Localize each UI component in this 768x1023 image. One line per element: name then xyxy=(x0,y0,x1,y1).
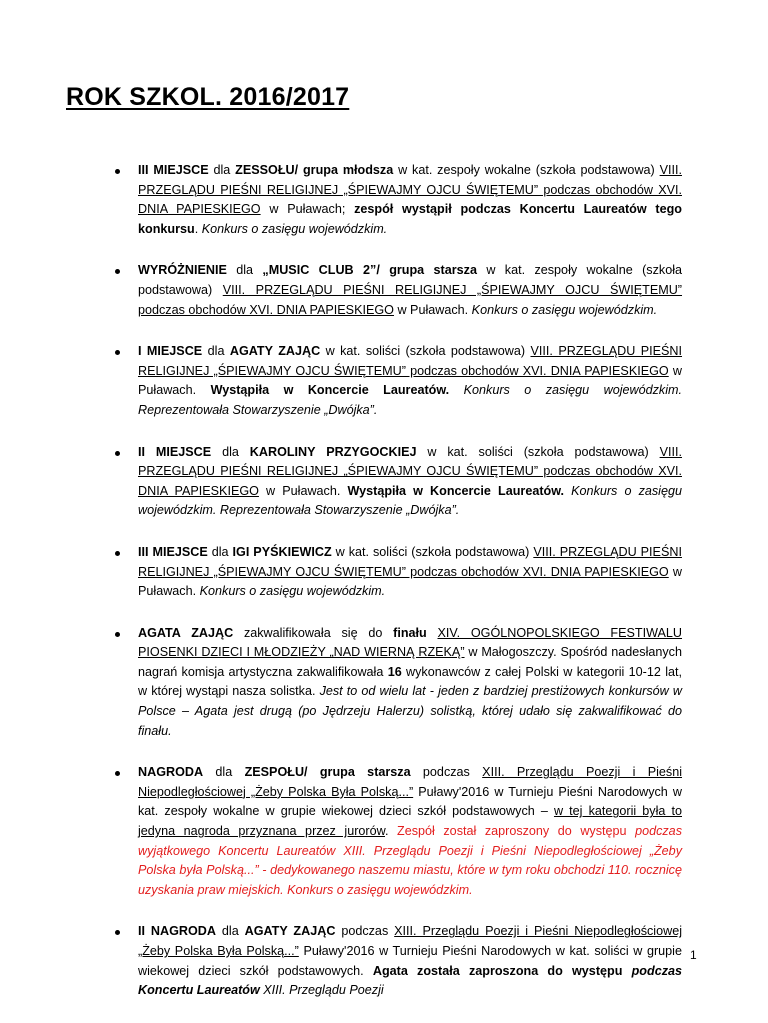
text-segment: wykonawców z całej Polski w kategorii 10-12 lat, w której wystąpi nasza solistka. xyxy=(138,664,682,699)
text-segment: Konkurs o zasięgu wojewódzkim. Reprezentowała Stowarzyszenie „Dwójka”. xyxy=(138,483,682,518)
text-segment: Konkurs o zasięgu wojewódzkim. Reprezentowała Stowarzyszenie „Dwójka”. xyxy=(138,383,682,417)
text-segment: w kat. soliści (szkoła podstawowa) xyxy=(320,344,531,359)
text-segment: AGATA ZAJĄC xyxy=(138,625,234,640)
text-segment: zakwalifikowała się do xyxy=(233,625,394,640)
text-segment: II NAGRODA xyxy=(138,924,216,939)
text-segment: VIII. PRZEGLĄDU PIEŚNI RELIGIJNEJ „ŚPIEWAJMY OJCU ŚWIĘTEMU” podczas obchodów XVI. DNIA PAPIESKIEGO xyxy=(138,444,682,498)
text-segment: podczas wyjątkowego Koncertu Laureatów XIII. Przeglądu Poezji i Pieśni Niepodległościowej „Żeby Polska była Polską...” - dedykowanego naszemu miastu, które w tym roku obchodzi 110. rocznicę uzyskania praw miejskich. Konkurs o zasięgu wojewódzkim. xyxy=(138,824,682,897)
text-segment: w Puławach. xyxy=(258,483,348,498)
text-segment: w kat. zespoły wokalne (szkoła podstawowa) xyxy=(138,263,682,297)
page-title: ROK SZKOL. 2016/2017 xyxy=(66,83,350,111)
text-segment: Konkurs o zasięgu wojewódzkim. xyxy=(199,584,386,599)
text-segment: IGI PYŚKIEWICZ xyxy=(232,544,332,559)
text-segment: . xyxy=(194,221,202,236)
list-item xyxy=(138,342,682,420)
text-segment: XIII. Przeglądu Poezji i Pieśni Niepodległościowej „Żeby Polska Była Polską...” xyxy=(138,924,683,958)
list-item xyxy=(138,443,682,521)
text-segment: Puławy'2016 w Turnieju Pieśni Narodowych w kat. soliści w grupie wiekowej dzieci szkół podstawowych. xyxy=(138,944,682,978)
text-segment: podczas Koncertu Laureatów xyxy=(138,963,682,998)
text-segment: Konkurs o zasięgu wojewódzkim. xyxy=(471,302,658,317)
text-segment: VIII. PRZEGLĄDU PIEŚNI RELIGIJNEJ „ŚPIEWAJMY OJCU ŚWIĘTEMU” podczas obchodów XVI. DNIA PAPIESKIEGO xyxy=(138,544,682,579)
list-item xyxy=(138,922,682,1000)
text-segment: III MIEJSCE xyxy=(138,163,209,177)
text-segment: podczas xyxy=(335,924,395,939)
text-segment: w Puławach. xyxy=(393,302,472,317)
text-segment: . xyxy=(385,824,398,839)
text-segment: dla xyxy=(215,924,245,939)
text-segment: AGATY ZAJĄC xyxy=(244,924,336,939)
text-segment: dla xyxy=(203,765,245,780)
text-segment: Konkurs o zasięgu wojewódzkim. xyxy=(201,221,388,236)
list-item xyxy=(138,624,682,742)
list-item xyxy=(138,763,682,900)
text-segment: w Puławach. xyxy=(138,564,682,599)
text-segment: Wystąpiła w Koncercie Laureatów. xyxy=(347,483,565,498)
text-segment: dla xyxy=(226,263,263,278)
text-segment: XIII. Przeglądu Poezji xyxy=(263,983,384,998)
text-segment: w kat. soliści (szkoła podstawowa) xyxy=(331,544,534,559)
text-segment: ZESSOŁU/ grupa młodsza xyxy=(235,163,394,177)
list-item xyxy=(138,161,682,239)
text-segment: dla xyxy=(211,444,250,459)
text-segment: XIII. Przeglądu Poezji i Pieśni Niepodległościowej „Żeby Polska Była Polską...” xyxy=(138,765,683,799)
text-segment: NAGRODA xyxy=(138,765,204,780)
text-segment: WYRÓŻNIENIE xyxy=(138,263,227,278)
text-segment: Puławy'2016 w Turnieju Pieśni Narodowych w kat. zespoły wokalne w grupie wiekowej dzieci szkół podstawowych – xyxy=(138,784,682,819)
text-segment: finału xyxy=(393,625,427,640)
text-segment: dla xyxy=(208,163,236,177)
text-segment: dla xyxy=(202,344,230,359)
text-segment: ZESPOŁU/ grupa starsza xyxy=(244,765,411,780)
text-segment: podczas xyxy=(410,765,483,780)
text-segment: dla xyxy=(207,544,233,559)
text-segment: w kat. zespoły wokalne (szkoła podstawowa) xyxy=(393,163,660,177)
text-segment: w kat. soliści (szkoła podstawowa) xyxy=(416,444,660,459)
list-item xyxy=(138,543,682,602)
text-segment: XIV. OGÓLNOPOLSKIEGO FESTIWALU PIOSENKI DZIECI I MŁODZIEŻY „NAD WIERNĄ RZEKĄ” xyxy=(138,625,683,660)
text-segment: AGATY ZAJĄC xyxy=(229,344,321,359)
text-segment: KAROLINY PRZYGOCKIEJ xyxy=(249,444,417,459)
awards-list xyxy=(138,161,682,1023)
list-item xyxy=(138,261,682,320)
text-segment: VIII. PRZEGLĄDU PIEŚNI RELIGIJNEJ „ŚPIEWAJMY OJCU ŚWIĘTEMU” podczas obchodów XVI. DNIA PAPIESKIEGO xyxy=(138,282,683,317)
text-segment: I MIEJSCE xyxy=(138,344,203,359)
page-number: 1 xyxy=(690,948,697,962)
text-segment: w Puławach. xyxy=(138,363,682,398)
text-segment: VIII. PRZEGLĄDU PIEŚNI RELIGIJNEJ „ŚPIEWAJMY OJCU ŚWIĘTEMU” podczas obchodów XVI. DNIA PAPIESKIEGO xyxy=(138,163,682,217)
text-segment: zespół wystąpił podczas Koncertu Laureatów tego konkursu xyxy=(138,202,682,236)
text-segment: w Puławach; xyxy=(260,202,355,217)
text-segment: w tej kategorii była to jedyna nagroda przyznana przez jurorów xyxy=(138,804,682,839)
text-segment: II MIEJSCE xyxy=(138,444,212,459)
text-segment: 16 xyxy=(387,664,402,679)
text-segment: VIII. PRZEGLĄDU PIEŚNI RELIGIJNEJ „ŚPIEWAJMY OJCU ŚWIĘTEMU” podczas obchodów XVI. DNIA PAPIESKIEGO xyxy=(138,344,683,378)
text-segment: „MUSIC CLUB 2”/ grupa starsza xyxy=(262,263,477,278)
text-segment: Jest to od wielu lat - jeden z bardziej prestiżowych konkursów w Polsce – Agata jest drugą (po Jędrzeju Halerzu) solistką, której udało się zakwalifikować do finału. xyxy=(138,684,682,738)
text-segment: w Małogoszczy. Spośród nadesłanych nagrań komisja artystyczna zakwalifikowała xyxy=(138,645,682,679)
text-segment xyxy=(449,383,463,397)
text-segment: Wystąpiła w Koncercie Laureatów. xyxy=(210,383,450,398)
text-segment xyxy=(427,626,438,640)
text-segment: Agata została zaproszona do występu xyxy=(372,963,632,978)
text-segment: Zespół został zaproszony do występu xyxy=(397,824,636,839)
text-segment: III MIEJSCE xyxy=(138,544,208,559)
